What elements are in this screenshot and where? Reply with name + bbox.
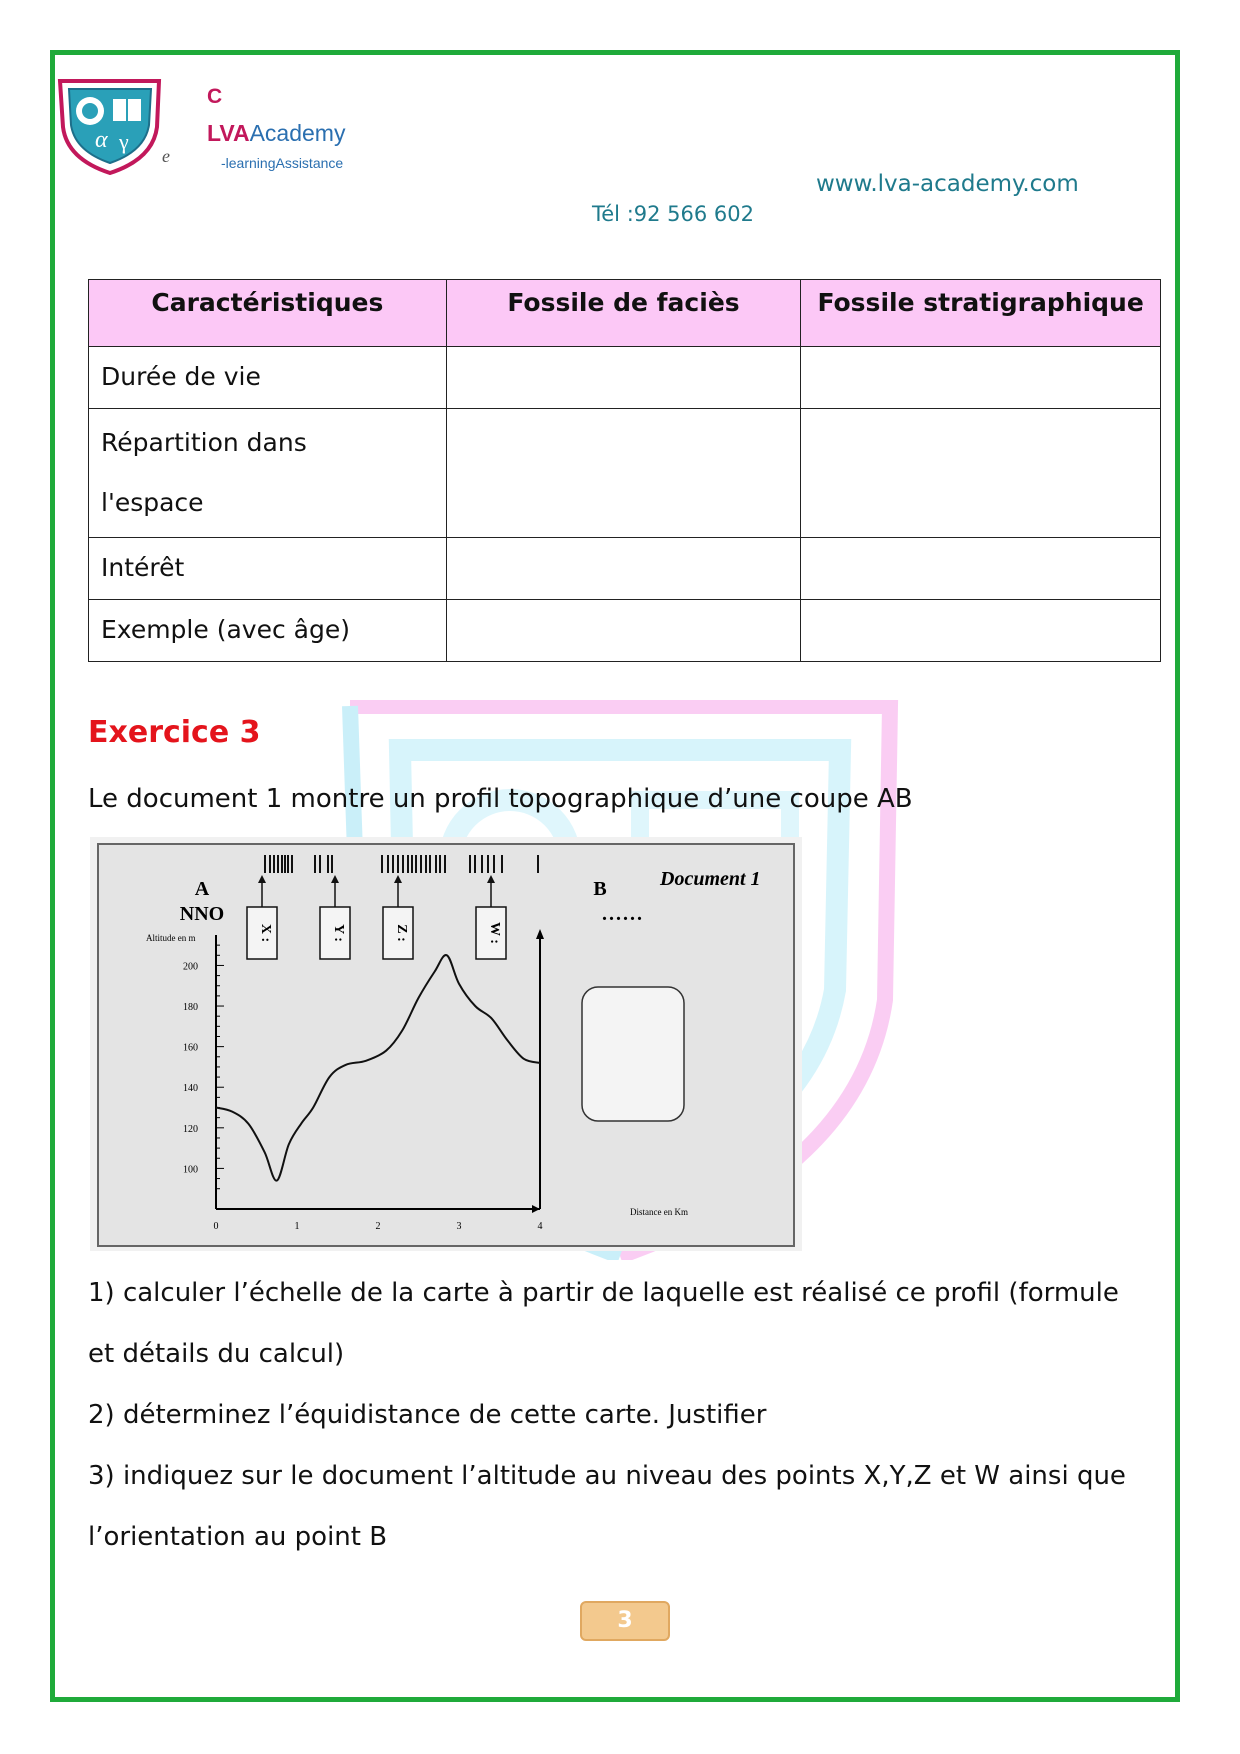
x-tick-label: 2 xyxy=(375,1221,381,1232)
y-tick-label: 160 xyxy=(183,1042,198,1054)
table-header-row xyxy=(89,280,1161,347)
brand-name xyxy=(207,120,345,147)
page-number: 3 xyxy=(580,1601,670,1641)
empty-cell[interactable] xyxy=(801,347,1161,409)
svg-text:α: α xyxy=(95,127,108,153)
x-axis-label: Distance en Km xyxy=(630,1207,688,1217)
row-label-line: Répartition dans xyxy=(101,428,307,457)
point-b-orientation: ...... xyxy=(602,903,644,925)
question-3-line-1: 3) indiquez sur le document l’altitude au niveau des points X,Y,Z et W ainsi que xyxy=(88,1461,1126,1491)
brand-letter: C xyxy=(207,85,223,108)
empty-cell[interactable] xyxy=(446,347,800,409)
point-a-orientation: NNO xyxy=(179,903,225,925)
y-tick-label: 140 xyxy=(183,1083,198,1095)
brand-e: e xyxy=(162,146,170,166)
x-tick-label: 0 xyxy=(213,1221,219,1232)
row-label: Durée de vie xyxy=(89,347,447,409)
table-row xyxy=(89,347,1161,409)
y-axis-label: Altitude en m xyxy=(146,933,196,943)
x-tick-label: 1 xyxy=(294,1221,300,1232)
row-label: Exemple (avec âge) xyxy=(89,600,447,662)
brand-academy: Academy xyxy=(249,120,346,146)
marker-label: X : xyxy=(258,923,273,943)
table-header: Caractéristiques xyxy=(89,280,447,347)
y-tick-label: 100 xyxy=(183,1164,198,1176)
table-header: Fossile stratigraphique xyxy=(801,280,1161,347)
marker-label: Y : xyxy=(331,924,346,942)
empty-cell[interactable] xyxy=(446,600,800,662)
table-row xyxy=(89,538,1161,600)
question-1-line-1: 1) calculer l’échelle de la carte à partir de laquelle est réalisé ce profil (formule xyxy=(88,1278,1119,1308)
website-url: www.lva-academy.com xyxy=(816,171,1079,197)
topographic-profile-document xyxy=(90,837,802,1251)
marker-label: Z : xyxy=(394,924,409,942)
question-3-line-2: l’orientation au point B xyxy=(88,1522,388,1552)
y-tick-label: 120 xyxy=(183,1123,198,1135)
brand-subtitle: -learningAssistance xyxy=(221,155,344,171)
table-row xyxy=(89,409,1161,538)
answer-box[interactable] xyxy=(582,987,684,1121)
row-label xyxy=(89,409,447,538)
x-tick-label: 4 xyxy=(537,1221,543,1232)
academy-logo xyxy=(57,77,163,175)
empty-cell[interactable] xyxy=(801,409,1161,538)
row-label-line: l'espace xyxy=(101,488,204,517)
y-tick-label: 200 xyxy=(183,961,198,973)
characteristics-table xyxy=(88,279,1161,662)
table-header: Fossile de faciès xyxy=(446,280,800,347)
x-tick-label: 3 xyxy=(456,1221,462,1232)
brand-lva: LVA xyxy=(207,120,250,146)
phone-number: Tél :92 566 602 xyxy=(592,202,755,226)
empty-cell[interactable] xyxy=(801,538,1161,600)
question-2: 2) déterminez l’équidistance de cette carte. Justifier xyxy=(88,1400,767,1430)
svg-text:γ: γ xyxy=(119,129,129,154)
question-1-line-2: et détails du calcul) xyxy=(88,1339,345,1369)
marker-label: W : xyxy=(487,922,502,944)
empty-cell[interactable] xyxy=(801,600,1161,662)
y-tick-label: 180 xyxy=(183,1002,198,1014)
document-title: Document 1 xyxy=(660,868,761,890)
empty-cell[interactable] xyxy=(446,409,800,538)
row-label: Intérêt xyxy=(89,538,447,600)
point-a-label: A xyxy=(194,878,210,900)
point-b-label: B xyxy=(593,878,607,900)
exercise-title: Exercice 3 xyxy=(88,715,261,750)
exercise-intro: Le document 1 montre un profil topographique d’une coupe AB xyxy=(88,784,913,814)
table-row xyxy=(89,600,1161,662)
empty-cell[interactable] xyxy=(446,538,800,600)
